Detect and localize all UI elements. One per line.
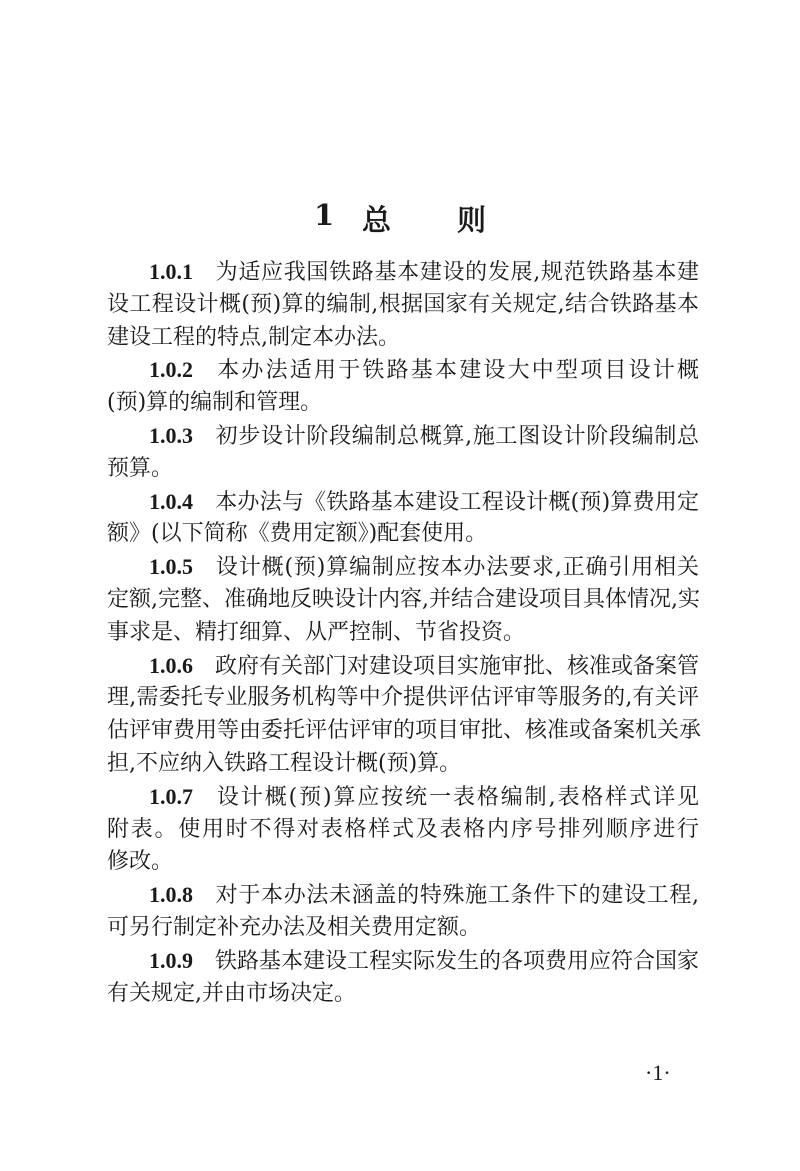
clause-text: 可另行制定补充办法及相关费用定额。 [107,914,482,940]
clause-1-0-7 [107,781,699,879]
clause-line [107,682,699,715]
clause-line [107,846,699,879]
clause-line [107,650,699,683]
clause-line [107,912,699,945]
clause-text: (预)算的编制和管理。 [107,390,323,416]
clause-text: 定额,完整、准确地反映设计内容,并结合建设项目具体情况,实 [107,586,700,612]
clause-number: 1.0.8 [149,882,193,908]
clause-text: 对于本办法未涵盖的特殊施工条件下的建设工程, [215,883,699,909]
clause-1-0-2 [107,354,699,420]
clause-1-0-5 [107,551,699,649]
clause-number: 1.0.6 [149,652,193,678]
chapter-title-char-2: 则 [457,203,487,237]
clause-1-0-6 [107,650,702,781]
clause-text: 理,需委托专业服务机构等中介提供评估评审等服务的,有关评 [107,685,699,711]
clause-text: 修改。 [107,849,174,875]
clause-text: 初步设计阶段编制总概算,施工图设计阶段编制总 [215,423,699,449]
chapter-number: 1 [314,198,335,232]
chapter-title-char-1: 总 [362,203,392,237]
clause-line [107,518,699,551]
clause-line [107,584,699,617]
clause-line [107,781,699,814]
clause-line [107,387,699,420]
clause-text: 设计概(预)算应按统一表格编制,表格样式详见 [215,784,699,810]
clause-line [107,715,702,748]
clause-text: 预算。 [107,455,174,481]
clause-line [107,551,699,584]
clause-line [107,978,699,1011]
clause-line [107,486,699,519]
clause-number: 1.0.9 [149,947,193,973]
clause-text: 设计概(预)算编制应按本办法要求,正确引用相关 [215,555,699,581]
clause-line [107,354,699,387]
chapter-title [0,198,800,238]
clause-number: 1.0.4 [149,488,193,514]
clause-text: 设工程设计概(预)算的编制,根据国家有关规定,结合铁路基本 [107,291,699,317]
clause-text: 铁路基本建设工程实际发生的各项费用应符合国家 [215,948,700,974]
clause-line [107,748,699,781]
clause-1-0-4 [107,486,699,552]
clause-text: 附表。使用时不得对表格样式及表格内序号排列顺序进行 [107,816,699,842]
clause-line [107,453,699,486]
clause-text: 本办法适用于铁路基本建设大中型项目设计概 [215,358,699,384]
clause-text: 事求是、精打细算、从严控制、节省投资。 [107,619,526,645]
clause-line [107,289,699,322]
clause-number: 1.0.1 [149,259,193,284]
clause-1-0-1 [107,256,699,354]
clause-text: 本办法与《铁路基本建设工程设计概(预)算费用定 [215,489,699,515]
clause-line [107,322,699,355]
clause-number: 1.0.7 [149,783,193,809]
clause-number: 1.0.5 [149,554,193,580]
clause-text: 政府有关部门对建设项目实施审批、核准或备案管 [215,653,700,679]
clause-text: 建设工程的特点,制定本办法。 [107,324,400,350]
clause-1-0-8 [107,879,699,945]
clause-number: 1.0.2 [149,357,193,383]
clause-line [107,814,699,847]
clause-1-0-3 [107,420,699,486]
clause-line [107,256,699,289]
clause-text: 额》(以下简称《费用定额》)配套使用。 [107,521,488,547]
clause-1-0-9 [107,945,699,1011]
clause-number: 1.0.3 [149,422,193,448]
clause-line [107,879,699,912]
clause-line [107,420,699,453]
clause-text: 有关规定,并由市场决定。 [107,980,356,1006]
clause-text: 担,不应纳入铁路工程设计概(预)算。 [107,750,462,776]
clause-text: 为适应我国铁路基本建设的发展,规范铁路基本建 [215,260,699,285]
page-number: ·1· [645,1060,671,1085]
clause-text: 估评审费用等由委托评估评审的项目审批、核准或备案机关承 [107,718,702,744]
clause-line [107,945,699,978]
clause-line [107,617,699,650]
document-body [107,256,702,1010]
